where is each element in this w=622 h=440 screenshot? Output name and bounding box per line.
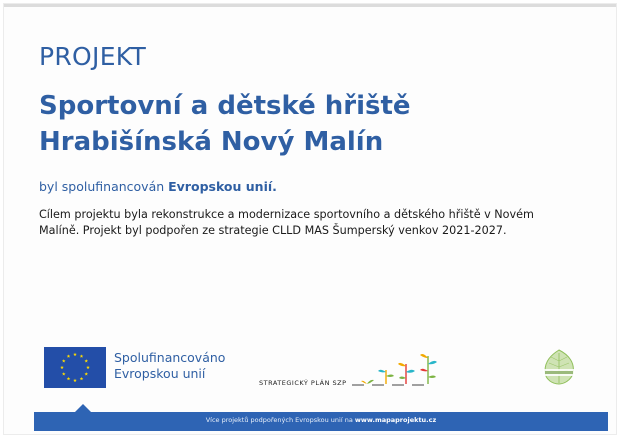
- eu-stars-icon: [44, 347, 106, 388]
- title-line-1: Sportovní a dětské hřiště: [39, 91, 411, 121]
- footer-link[interactable]: www.mapaprojektu.cz: [354, 416, 437, 424]
- szp-label: STRATEGICKÝ PLÁN SZP: [259, 379, 347, 387]
- eu-star: [80, 354, 84, 357]
- cofinanced-emphasis: Evropskou unií.: [168, 179, 277, 194]
- eu-cofinanced-text: [114, 350, 225, 382]
- poster: [4, 4, 616, 434]
- eu-star: [67, 377, 71, 380]
- footer-prefix: Více projektů podpořených Evropskou unií na: [205, 416, 355, 424]
- cofinanced-statement: [39, 179, 277, 194]
- project-label: PROJEKT: [39, 42, 147, 71]
- eu-star: [84, 359, 88, 362]
- szp-plants-icon: [352, 350, 444, 390]
- project-description: [39, 207, 599, 239]
- cofinanced-prefix: byl spolufinancován: [39, 179, 169, 194]
- eu-star: [62, 372, 66, 375]
- eu-star: [73, 379, 77, 382]
- eu-star: [84, 372, 88, 375]
- title-line-2: Hrabišínská Nový Malín: [39, 127, 384, 157]
- footer-text: [34, 416, 608, 424]
- mas-sumpersky-venkov-logo-icon: [539, 347, 579, 387]
- top-edge-line: [4, 4, 616, 7]
- eu-star: [67, 354, 71, 357]
- eu-star: [60, 366, 64, 369]
- eu-text-line-2: Evropskou unií: [114, 366, 206, 381]
- eu-star: [86, 366, 90, 369]
- eu-star: [73, 353, 77, 356]
- description-line-2: Malíně. Projekt byl podpořen ze strategie CLLD MAS Šumperský venkov 2021-2027.: [39, 224, 507, 237]
- eu-text-line-1: Spolufinancováno: [114, 350, 226, 365]
- project-title: [39, 88, 599, 160]
- eu-star: [62, 359, 66, 362]
- eu-flag-logo: [44, 347, 106, 388]
- eu-star: [80, 377, 84, 380]
- description-line-1: Cílem projektu byla rekonstrukce a modernizace sportovního a dětského hřiště v Novém: [39, 208, 534, 221]
